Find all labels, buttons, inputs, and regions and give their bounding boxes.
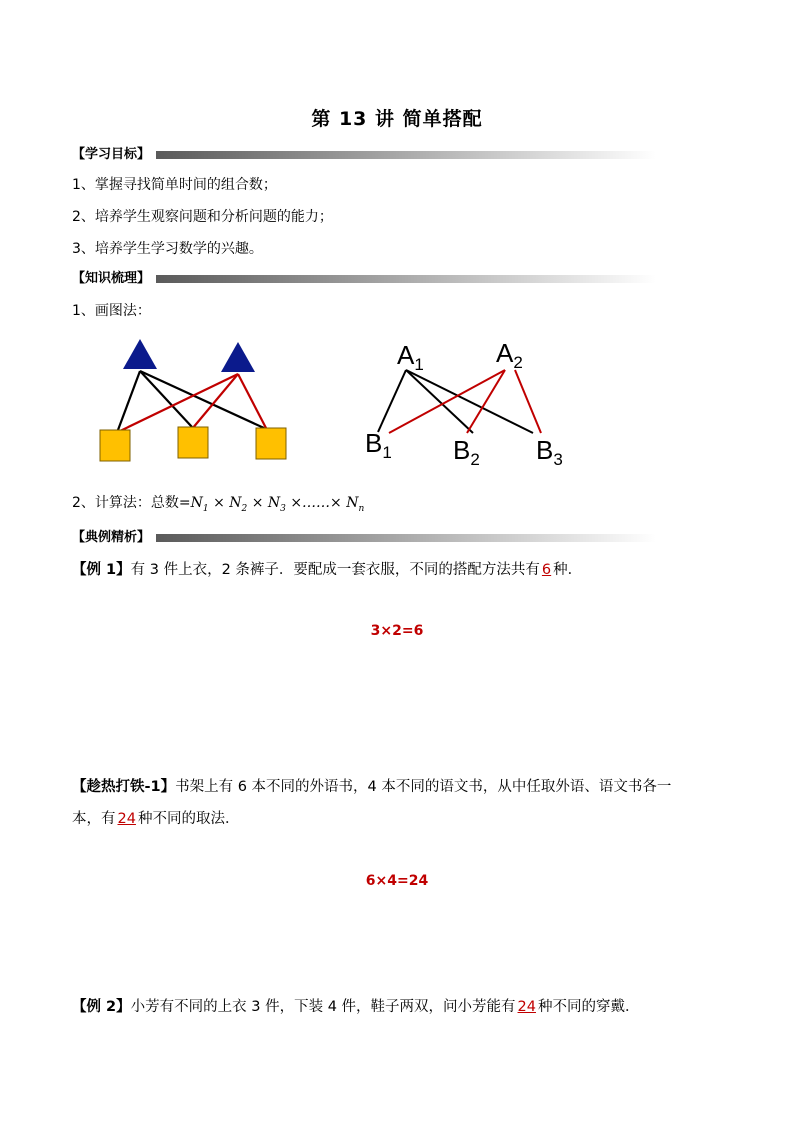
method-calculation — [72, 493, 364, 519]
goal-item-3: 3、培养学生学习数学的兴趣。 — [72, 241, 263, 257]
letter-connection-diagram — [355, 332, 585, 472]
practice-1-calculation: 6×4=24 — [365, 873, 429, 889]
triangle-icon — [123, 339, 157, 369]
practice-1 — [72, 777, 732, 797]
label-b1: $B_1$ — [365, 428, 392, 462]
example-2 — [72, 997, 732, 1017]
answer-blank: 24 — [517, 999, 536, 1015]
example-text: 有 3 件上衣，2 条裤子．要配成一套衣服，不同的搭配方法共有 — [130, 562, 540, 578]
square-icon — [178, 427, 208, 458]
section-divider-bar — [156, 534, 656, 542]
red-connector-lines — [389, 370, 541, 433]
label-b3: $B_3$ — [536, 435, 563, 469]
example-text-end: 种不同的穿戴． — [537, 999, 640, 1015]
example-1 — [72, 560, 732, 580]
product-formula: $N_1 \times N_2 \times N_3$ ×……× $N_n$ — [190, 495, 365, 514]
section-label: 【典例精析】 — [72, 530, 151, 545]
label-a2: $A_2$ — [496, 338, 523, 372]
triangle-icon — [221, 342, 255, 372]
example-tag: 【例 2】 — [72, 999, 131, 1015]
practice-text-end: 种不同的取法． — [137, 811, 240, 827]
section-label: 【知识梳理】 — [72, 271, 151, 286]
goal-item-2: 2、培养学生观察问题和分析问题的能力； — [72, 209, 333, 225]
label-b2: $B_2$ — [453, 435, 480, 469]
page-title: 第 13 讲 简单搭配 — [311, 108, 483, 130]
square-icon — [100, 430, 130, 461]
black-connector-lines — [378, 370, 533, 433]
label-a1: $A_1$ — [397, 340, 424, 374]
practice-text-line1: 书架上有 6 本不同的外语书，4 本不同的语文书，从中任取外语、语文书各一 — [175, 779, 672, 795]
example-tag: 【例 1】 — [72, 562, 131, 578]
square-icon — [256, 428, 286, 459]
section-divider-bar — [156, 275, 656, 283]
section-divider-bar — [156, 151, 656, 159]
practice-tag: 【趁热打铁-1】 — [72, 779, 176, 795]
section-header-knowledge — [72, 270, 150, 288]
red-connector-lines — [118, 374, 266, 432]
section-header-examples — [72, 529, 150, 547]
answer-blank: 24 — [117, 811, 136, 827]
section-label: 【学习目标】 — [72, 147, 151, 162]
answer-blank: 6 — [541, 562, 552, 578]
method-calc-label: 2、计算法：总数= — [72, 495, 191, 511]
triangle-square-diagram — [90, 336, 300, 466]
example-text: 小芳有不同的上衣 3 件，下装 4 件，鞋子两双，问小芳能有 — [130, 999, 516, 1015]
section-header-goals — [72, 146, 150, 164]
practice-text: 本，有 — [72, 811, 116, 827]
practice-1-line2 — [72, 809, 732, 829]
goal-item-1: 1、掌握寻找简单时间的组合数； — [72, 177, 277, 193]
method-drawing-label: 1、画图法： — [72, 303, 151, 319]
example-text-end: 种． — [553, 562, 583, 578]
example-1-calculation: 3×2=6 — [370, 623, 424, 639]
